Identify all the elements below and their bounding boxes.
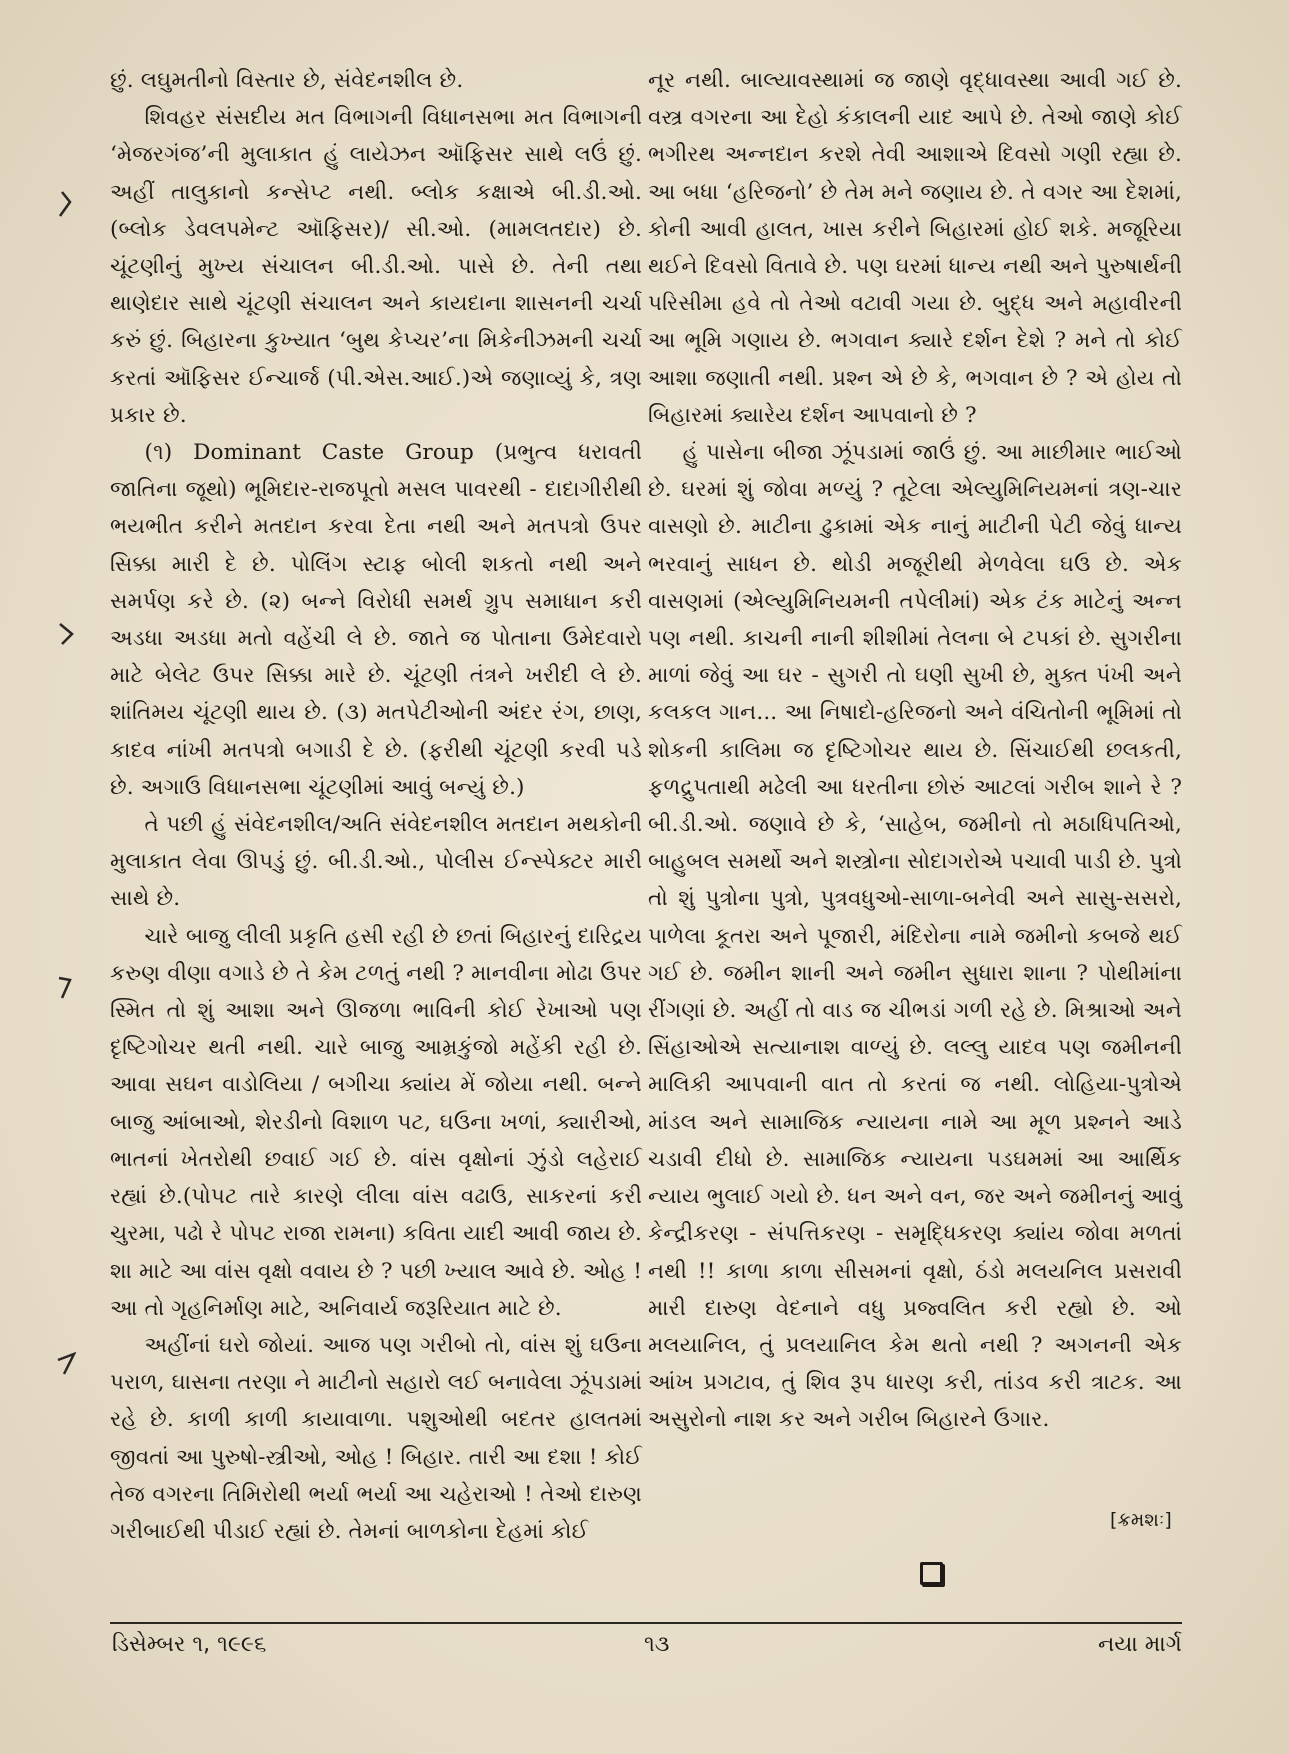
paragraph: હું પાસેના બીજા ઝૂંપડામાં જાઉં છું. આ માછીમાર ભાઈઓ છે. ઘરમાં શું જોવા મળ્યું ? તૂટેલા એલ્યુમિનિયમનાં ત્રણ-ચાર વાસણો છે. માટીના ઢુકામાં એક નાનું માટીની પેટી જેવું ધાન્ય ભરવાનું સાધન છે. થોડી મજૂરીથી મેળવેલા ઘઉ છે. એક વાસણમાં (એલ્યુમિનિયમની તપેલીમાં) એક ટંક માટેનું અન્ન પણ નથી. કાચની નાની શીશીમાં તેલના બે ટપકાં છે. સુગરીના માળાં જેવું આ ઘર - સુગરી તો ઘણી સુખી છે, મુક્ત પંખી અને કલકલ ગાન... આ નિષાદો-હરિજનો અને વંચિતોની ભૂમિમાં તો શોકની કાલિમા જ દૃષ્ટિગોચર થાય છે. સિંચાઈથી છલકતી, ફળદ્રુપતાથી મઢેલી આ ધરતીના છોરું આટલાં ગરીબ શાને રે ? બી.ડી.ઓ. જણાવે છે કે, ‘સાહેબ, જમીનો તો મઠાધિપતિઓ, બાહુબલ સમર્થો અને શસ્ત્રોના સોદાગરોએ પચાવી પાડી છે. પુત્રો તો શું પુત્રોના પુત્રો, પુત્રવધુઓ-સાળા-બનેવી અને સાસુ-સસરો, પાળેલા કૂતરા અને પૂજારી, મંદિરોના નામે જમીનો કબજે થઈ ગઈ છે. જમીન શાની અને જમીન સુધારા શાના ? પોથીમાંના રીંગણાં છે. અહીં તો વાડ જ ચીભડાં ગળી રહે છે. મિશ્રાઓ અને સિંહાઓએ સત્યાનાશ વાળ્યું છે. લલ્લુ યાદવ પણ જમીનની માલિકી આપવાની વાત તો કરતાં જ નથી. લોહિયા-પુત્રોએ માંડલ અને સામાજિક ન્યાયના નામે આ મૂળ પ્રશ્નને આડે ચડાવી દીધો છે. સામાજિક ન્યાયના પડઘમમાં આ આર્થિક ન્યાય ભુલાઈ ગયો છે. ધન અને વન, જર અને જમીનનું આવું કેન્દ્રીકરણ - સંપત્તિકરણ - સમૃદ્ધિકરણ ક્યાંય જોવા મળતાં નથી !! કાળા કાળા સીસમનાં વૃક્ષો, ઠંડો મલયનિલ પ્રસરાવી મારી દારુણ વેદનાને વધુ પ્રજ્વલિત કરી રહ્યો છે. ઓ મલયાનિલ, તું પ્રલયાનિલ કેમ થતો નથી ? અગનની એક આંખ પ્રગટાવ, તું શિવ રૂપ ધારણ કરી, તાંડવ કરી ત્રાટક. આ અસુરોનો નાશ કર અને ગરીબ બિહારને ઉગાર. xyxy=(648,440,1182,1433)
left-text-column xyxy=(110,62,642,1550)
paragraph: ચારે બાજુ લીલી પ્રકૃતિ હસી રહી છે છતાં બિહારનું દારિદ્રય કરુણ વીણા વગાડે છે તે કેમ ટળતું નથી ? માનવીના મોઢા ઉપર સ્મિત તો શું આશા અને ઊજળા ભાવિની કોઈ રેખાઓ પણ દૃષ્ટિગોચર થતી નથી. ચારે બાજુ આમ્રકુંજો મહેંકી રહી છે. આવા સઘન વાડોલિયા / બગીચા ક્યાંય મેં જોયા નથી. બન્ને બાજુ આંબાઓ, શેરડીનો વિશાળ પટ, ઘઉના ખળાં, ક્યારીઓ, ભાતનાં ખેતરોથી છવાઈ ગઈ છે. વાંસ વૃક્ષોનાં ઝુંડો લહેરાઈ રહ્યાં છે.(પોપટ તારે કારણે લીલા વાંસ વઢાઉ, સાકરનાં કરી ચુરમા, પઢો રે પોપટ રાજા રામના) કવિતા યાદી આવી જાય છે. શા માટે આ વાંસ વૃક્ષો વવાય છે ? પછી ખ્યાલ આવે છે. ઓહ ! આ તો ગૃહનિર્માણ માટે, અનિવાર્ય જરૂરિયાત માટે છે. xyxy=(110,923,642,1321)
paragraph: શિવહર સંસદીય મત વિભાગની વિધાનસભા મત વિભાગની ‘મેજરગંજ’ની મુલાકાત હું લાયેઝન ઑફિસર સાથે લઉં છું. અહીં તાલુકાનો કન્સેપ્ટ નથી. બ્લોક કક્ષાએ બી.ડી.ઓ. (બ્લોક ડેવલપમેન્ટ ઑફિસર)/ સી.ઓ. (મામલતદાર) છે. ચૂંટણીનું મુખ્ય સંચાલન બી.ડી.ઓ. પાસે છે. તેની તથા થાણેદાર સાથે ચૂંટણી સંચાલન અને કાયદાના શાસનની ચર્ચા કરું છું. બિહારના કુખ્યાત ‘બુથ કેપ્ચર’ના મિકેનીઝમની ચર્ચા કરતાં ઑફિસર ઈન્ચાર્જ (પી.એસ.આઈ.)એ જણાવ્યું કે, ત્રણ પ્રકાર છે. xyxy=(110,105,642,428)
binding-hole-mark xyxy=(56,1350,76,1378)
footer-date: ડિસેમ્બર ૧, ૧૯૯૬ xyxy=(112,1632,267,1657)
footer-divider xyxy=(110,1622,1182,1624)
publication-name: નયા માર્ગ xyxy=(1098,1632,1182,1657)
paragraph: છું. લઘુમતીનો વિસ્તાર છે, સંવેદનશીલ છે. xyxy=(110,68,464,93)
end-of-article-box-icon xyxy=(920,1562,943,1585)
continued-marker: [ક્રમશઃ] xyxy=(1110,1509,1172,1531)
right-text-column xyxy=(648,62,1182,1439)
paragraph: તે પછી હું સંવેદનશીલ/અતિ સંવેદનશીલ મતદાન મથકોની મુલાકાત લેવા ઊપડું છું. બી.ડી.ઓ., પોલીસ ઈન્સ્પેક્ટર મારી સાથે છે. xyxy=(110,812,642,912)
paragraph: અહીંનાં ઘરો જોયાં. આજ પણ ગરીબો તો, વાંસ શું ઘઉના પરાળ, ઘાસના તરણા ને માટીનો સહારો લઈ બનાવેલા ઝૂંપડામાં રહે છે. કાળી કાળી કાયાવાળા. પશુઓથી બદતર હાલતમાં જીવતાં આ પુરુષો-સ્ત્રીઓ, ઓહ ! બિહાર. તારી આ દશા ! કોઈ તેજ વગરના તિમિરોથી ભર્યા ભર્યા આ ચહેરાઓ ! તેઓ દારુણ ગરીબાઈથી પીડાઈ રહ્યાં છે. તેમનાં બાળકોના દેહમાં કોઈ xyxy=(110,1332,642,1544)
binding-hole-mark xyxy=(56,972,76,1000)
binding-hole-mark xyxy=(56,620,76,648)
paragraph: (૧) Dominant Caste Group (પ્રભુત્વ ધરાવતી જાતિના જૂથો) ભૂમિદાર-રાજપૂતો મસલ પાવરથી - દાદાગીરીથી ભયભીત કરીને મતદાન કરવા દેતા નથી અને મતપત્રો ઉપર સિક્કા મારી દે છે. પોલિંગ સ્ટાફ બોલી શકતો નથી અને સમર્પણ કરે છે. (૨) બન્ને વિરોધી સમર્થ ગ્રુપ સમાધાન કરી અડધા અડધા મતો વહેંચી લે છે. જાતે જ પોતાના ઉમેદવારો માટે બેલેટ ઉપર સિક્કા મારે છે. ચૂંટણી તંત્રને ખરીદી લે છે. શાંતિમય ચૂંટણી થાય છે. (૩) મતપેટીઓની અંદર રંગ, છાણ, કાદવ નાંખી મતપત્રો બગાડી દે છે. (ફરીથી ચૂંટણી કરવી પડે છે. અગાઉ વિધાનસભા ચૂંટણીમાં આવું બન્યું છે.) xyxy=(110,440,642,800)
paragraph: નૂર નથી. બાલ્યાવસ્થામાં જ જાણે વૃદ્ધાવસ્થા આવી ગઈ છે. વસ્ત્ર વગરના આ દેહો કંકાલની યાદ આપે છે. તેઓ જાણે કોઈ ભગીરથ અન્નદાન કરશે તેવી આશાએ દિવસો ગણી રહ્યા છે. આ બધા ‘હરિજનો’ છે તેમ મને જણાય છે. તે વગર આ દેશમાં, કોની આવી હાલત, ખાસ કરીને બિહારમાં હોઈ શકે. મજૂરિયા થઈને દિવસો વિતાવે છે. પણ ઘરમાં ધાન્ય નથી અને પુરુષાર્થની પરિસીમા હવે તો તેઓ વટાવી ગયા છે. બુદ્ધ અને મહાવીરની આ ભૂમિ ગણાય છે. ભગવાન ક્યારે દર્શન દેશે ? મને તો કોઈ આશા જણાતી નથી. પ્રશ્ન એ છે કે, ભગવાન છે ? એ હોય તો બિહારમાં ક્યારેય દર્શન આપવાનો છે ? xyxy=(648,68,1182,428)
page-number: ૧૩ xyxy=(644,1632,670,1657)
binding-hole-mark xyxy=(56,190,76,218)
